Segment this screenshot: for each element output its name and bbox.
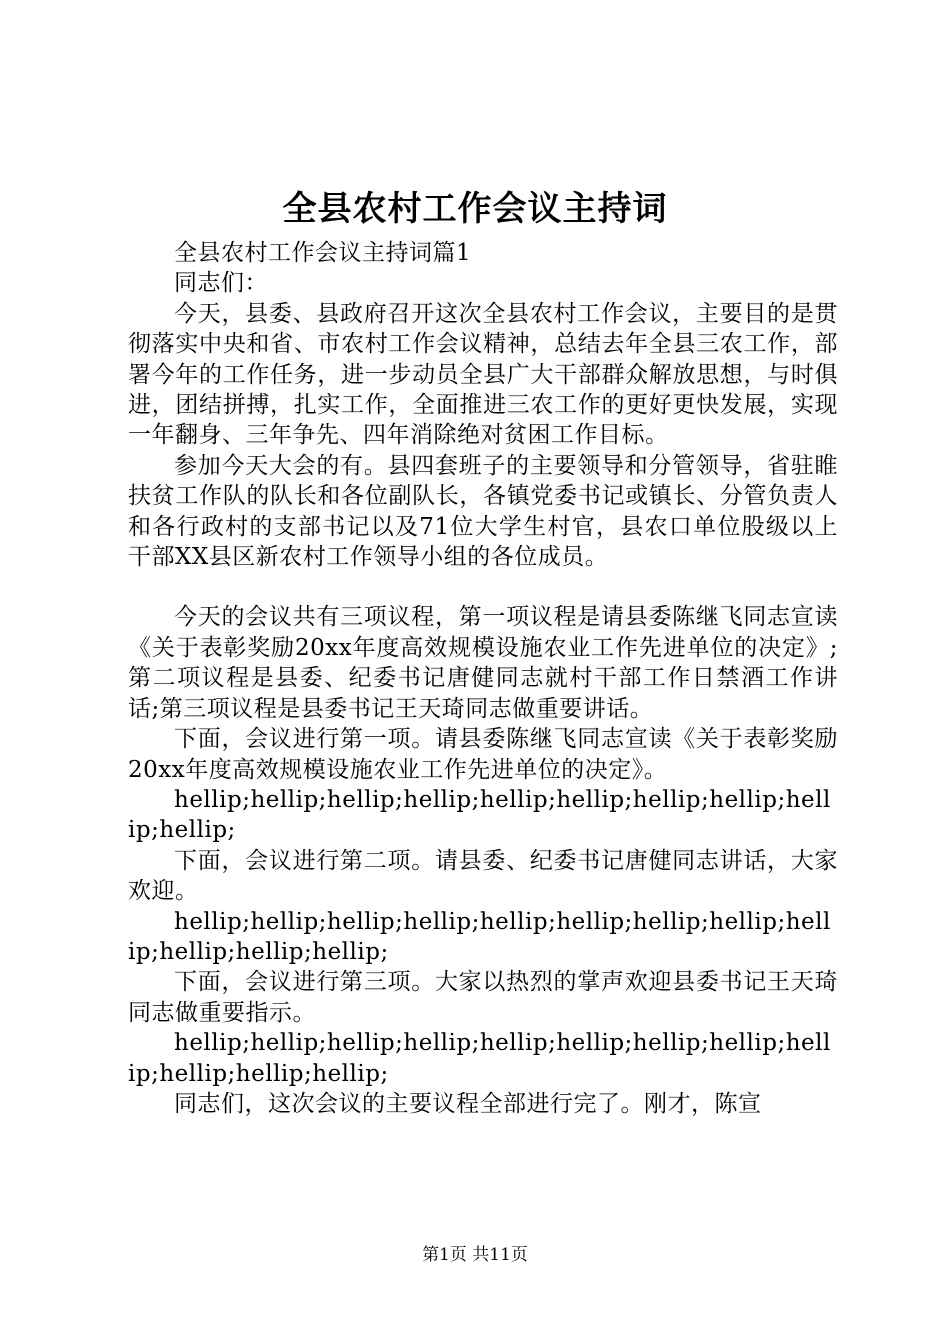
paragraph-attendees: 参加今天大会的有。县四套班子的主要领导和分管领导，省驻睢扶贫工作队的队长和各位副队长，各镇党委书记或镇长、分管负责人和各行政村的支部书记以及71位大学生村官，县农口单位股级以上干部XX县区新农村工作领导小组的各位成员。 [128, 452, 838, 571]
paragraph-item-two: 下面，会议进行第二项。请县委、纪委书记唐健同志讲话，大家欢迎。 [128, 847, 838, 905]
paragraph-greeting: 同志们： [174, 270, 268, 297]
document-title: 全县农村工作会议主持词 [282, 189, 668, 229]
paragraph-item-three: 下面，会议进行第三项。大家以热烈的掌声欢迎县委书记王天琦同志做重要指示。 [128, 969, 838, 1026]
paragraph-closing: 同志们，这次会议的主要议程全部进行完了。刚才，陈宣 [174, 1090, 762, 1117]
paragraph-heading: 全县农村工作会议主持词篇1 [174, 240, 472, 266]
page-footer: 第1页 共11页 [422, 1245, 528, 1265]
paragraph-agenda: 今天的会议共有三项议程，第一项议程是请县委陈继飞同志宣读《关于表彰奖励20xx年度高效规模设施农业工作先进单位的决定》;第二项议程是县委、纪委书记唐健同志就村干部工作日禁酒工作讲话;第三项议程是县委书记王天琦同志做重要讲话。 [128, 604, 838, 722]
paragraph-ellipsis-two: hellip;hellip;hellip;hellip;hellip;hellip;hellip;hellip;hellip;hellip;hellip;hellip; [128, 908, 831, 965]
paragraph-ellipsis-one: hellip;hellip;hellip;hellip;hellip;hellip;hellip;hellip;hellip;hellip; [128, 786, 831, 844]
paragraph-ellipsis-three: hellip;hellip;hellip;hellip;hellip;hellip;hellip;hellip;hellip;hellip;hellip;hellip; [128, 1030, 831, 1087]
paragraph-item-one: 下面，会议进行第一项。请县委陈继飞同志宣读《关于表彰奖励20xx年度高效规模设施农业工作先进单位的决定》。 [128, 726, 838, 783]
paragraph-purpose: 今天，县委、县政府召开这次全县农村工作会议，主要目的是贯彻落实中央和省、市农村工作会议精神，总结去年全县三农工作，部署今年的工作任务，进一步动员全县广大干部群众解放思想，与时俱进，团结拼搏，扎实工作，全面推进三农工作的更好更快发展，实现一年翻身、三年争先、四年消除绝对贫困工作目标。 [128, 300, 838, 449]
document-body [128, 238, 838, 1119]
